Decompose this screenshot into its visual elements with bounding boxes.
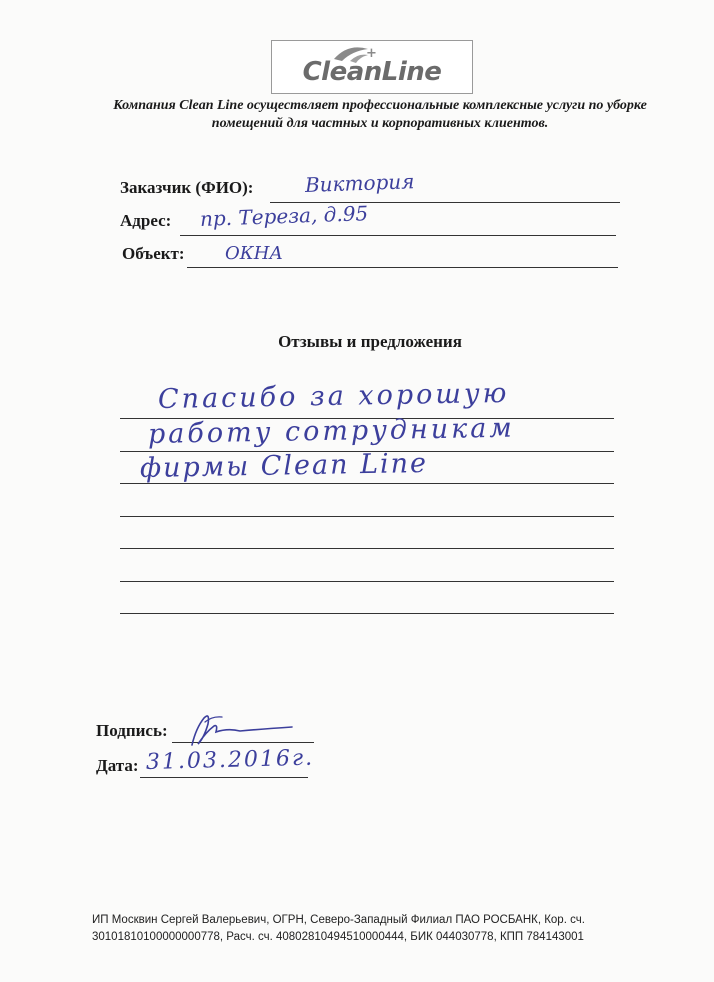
signature-underline bbox=[172, 742, 314, 743]
signature-label: Подпись: bbox=[96, 721, 168, 740]
review-text-3: фирмы Clean Line bbox=[139, 447, 429, 484]
footer-line-2: 30101810100000000778, Расч. сч. 40802810494510000444, БИК 044030778, КПП 784143001 bbox=[92, 931, 584, 943]
company-logo bbox=[271, 40, 473, 94]
review-line-6 bbox=[120, 581, 614, 582]
date-label: Дата: bbox=[96, 756, 139, 775]
object-value: ОКНА bbox=[225, 243, 284, 264]
review-line-3 bbox=[120, 483, 614, 484]
address-label: Адрес: bbox=[120, 211, 172, 230]
address-value: пр. Тереза, д.95 bbox=[199, 201, 369, 231]
object-label: Объект: bbox=[122, 244, 185, 263]
review-line-4 bbox=[120, 516, 614, 517]
intro-line-1: Компания Clean Line осуществляет профессиональные комплексные услуги по уборке bbox=[113, 98, 647, 113]
review-text-1: Спасибо за хорошую bbox=[157, 377, 510, 415]
review-line-5 bbox=[120, 548, 614, 549]
object-underline bbox=[187, 267, 618, 268]
date-value: 31.03.2016г. bbox=[145, 745, 315, 775]
logo-text: CleanLine bbox=[302, 57, 442, 87]
customer-value: Виктория bbox=[304, 169, 415, 197]
customer-label: Заказчик (ФИО): bbox=[120, 178, 254, 197]
footer-line-1: ИП Москвин Сергей Валерьевич, ОГРН, Северо-Западный Филиал ПАО РОСБАНК, Кор. сч. bbox=[92, 914, 585, 926]
intro-line-2: помещений для частных и корпоративных клиентов. bbox=[211, 116, 549, 131]
footer-requisites bbox=[92, 912, 692, 946]
svg-text:+: + bbox=[366, 46, 377, 61]
address-underline bbox=[180, 235, 616, 236]
review-line-7 bbox=[120, 613, 614, 614]
company-intro bbox=[60, 97, 700, 133]
review-text-2: работу сотрудникам bbox=[147, 412, 515, 450]
reviews-heading: Отзывы и предложения bbox=[278, 332, 462, 351]
date-underline bbox=[140, 777, 308, 778]
